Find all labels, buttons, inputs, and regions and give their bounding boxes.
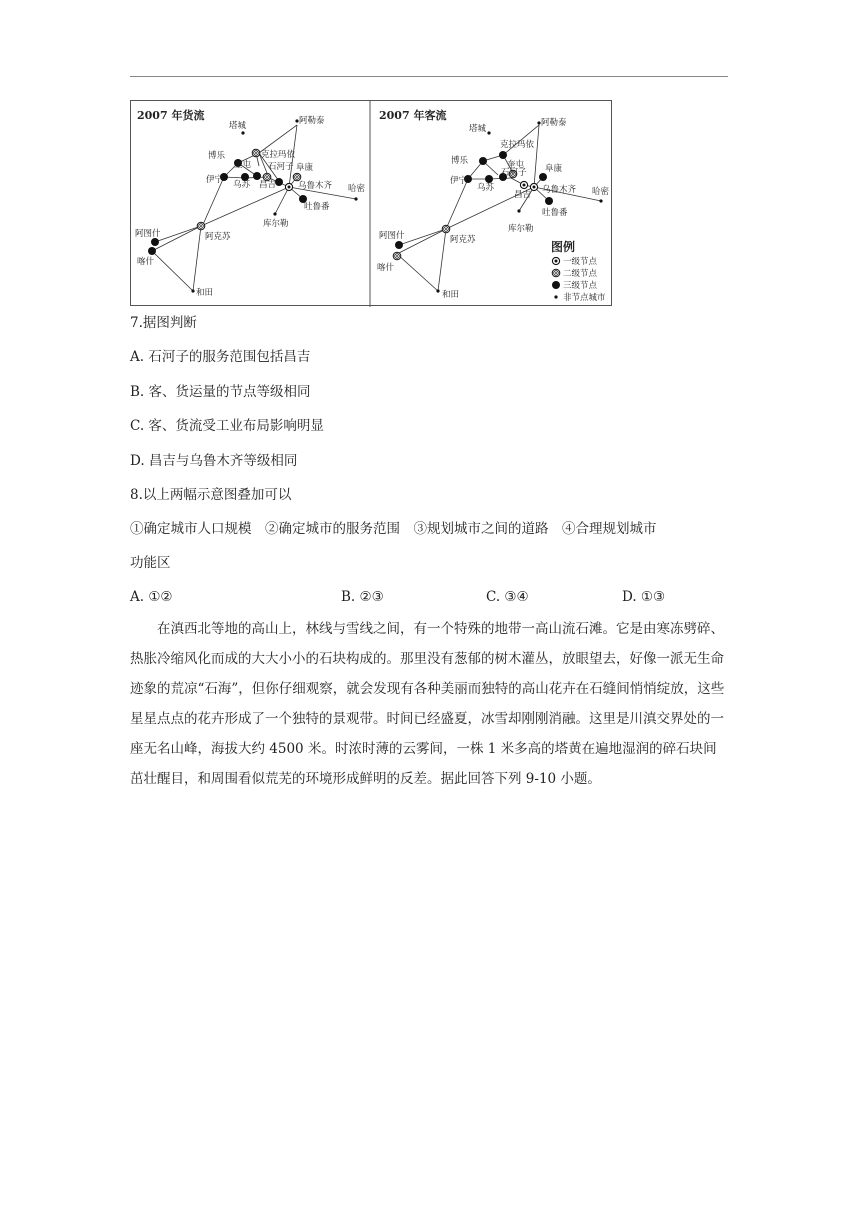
- q8-option-b: B. ②③: [341, 589, 384, 605]
- city-aletai-p: 阿勒泰: [541, 118, 567, 128]
- city-shihezi: 石河子: [268, 162, 294, 172]
- q8-option-d: D. ①③: [622, 589, 666, 605]
- city-wusu: 乌苏: [233, 180, 251, 190]
- city-akesu: 阿克苏: [205, 232, 231, 242]
- city-kelamayi-p: 克拉玛依: [500, 140, 535, 150]
- q7-option-c: C. 客、货流受工业布局影响明显: [130, 418, 324, 434]
- city-kashi-p: 喀什: [377, 263, 395, 273]
- network-maps: [131, 101, 613, 307]
- city-atushi-p: 阿图什: [379, 231, 405, 241]
- legend-item-level3: 三级节点: [563, 281, 598, 291]
- city-aletai: 阿勒泰: [299, 116, 325, 126]
- legend-title: 图例: [551, 240, 576, 254]
- city-atushi: 阿图什: [135, 229, 161, 239]
- city-tacheng: 塔城: [229, 121, 247, 131]
- city-hetian: 和田: [196, 288, 214, 298]
- q8-stem: 8.以上两幅示意图叠加可以: [130, 487, 292, 503]
- cargo-map-title: 2007 年货流: [137, 109, 205, 122]
- city-hetian-p: 和田: [442, 290, 460, 300]
- city-hami-p: 哈密: [592, 187, 610, 197]
- legend-item-level2: 二级节点: [563, 269, 598, 279]
- passenger-map: [377, 108, 610, 303]
- city-tulufan-p: 吐鲁番: [542, 208, 568, 218]
- q8-statements-line2: 功能区: [130, 555, 171, 571]
- legend-item-nonnode: 非节点城市: [563, 293, 606, 303]
- city-tacheng-p: 塔城: [469, 124, 487, 134]
- legend-item-level1: 一级节点: [563, 257, 598, 267]
- q8-option-a: A. ①②: [130, 589, 173, 605]
- city-kelamayi: 克拉玛依: [261, 150, 296, 160]
- passage-text: 在滇西北等地的高山上，林线与雪线之间，有一个特殊的地带一高山流石滩。它是由寒冻劈碎、热胀冷缩风化而成的大大小小的石块构成的。那里没有葱郁的树木灌丛，放眼望去，好像一派无生命迹象的荒凉“石海”，但你仔细观察，就会发现有各种美丽而独特的高山花卉在石缝间悄悄绽放，这些星星点点的花卉形成了一个独特的景观带。时间已经盛夏，冰雪却刚刚消融。这里是川滇交界处的一座无名山峰，海拔大约 4500 米。时浓时薄的云雾间，一株 1 米多高的塔黄在遍地湿润的碎石块间茁壮醒目，和周围看似荒芜的环境形成鲜明的反差。据此回答下列 9-10 小题。: [130, 621, 725, 787]
- q8-option-c: C. ③④: [486, 589, 529, 605]
- city-wulumuqi-p: 乌鲁木齐: [542, 185, 577, 195]
- city-bole: 博乐: [208, 151, 226, 161]
- q8-statements-line1: ①确定城市人口规模 ②确定城市的服务范围 ③规划城市之间的道路 ④合理规划城市: [130, 521, 657, 537]
- city-yining: 伊宁: [206, 175, 224, 185]
- city-changji: 昌吉: [259, 180, 277, 190]
- cargo-map: [135, 108, 366, 298]
- q7-option-b: B. 客、货运量的节点等级相同: [130, 384, 311, 400]
- q7-option-a: A. 石河子的服务范围包括昌吉: [130, 349, 311, 365]
- city-kuitun-p: 奎屯: [507, 160, 525, 170]
- city-akesu-p: 阿克苏: [450, 235, 476, 245]
- passenger-map-title: 2007 年客流: [379, 109, 447, 122]
- network-figure: [130, 100, 612, 306]
- city-fukang: 阜康: [296, 163, 314, 173]
- city-kuerle-p: 库尔勒: [508, 224, 534, 234]
- city-shihezi-p: 石河子: [501, 168, 527, 178]
- city-wulumuqi: 乌鲁木齐: [298, 181, 333, 191]
- city-tulufan: 吐鲁番: [304, 202, 330, 212]
- city-kuitun: 奎屯: [234, 160, 252, 170]
- city-kashi: 喀什: [137, 257, 155, 267]
- city-bole-p: 博乐: [451, 156, 469, 166]
- city-fukang-p: 阜康: [545, 164, 563, 174]
- city-yining-p: 伊宁: [450, 176, 468, 186]
- q7-option-d: D. 昌吉与乌鲁木齐等级相同: [130, 453, 298, 469]
- city-kuerle: 库尔勒: [263, 219, 289, 229]
- city-wusu-p: 乌苏: [477, 183, 495, 193]
- header-rule: [130, 76, 728, 77]
- map-legend: [551, 239, 606, 303]
- city-changji-p: 昌吉: [514, 190, 532, 200]
- city-hami: 哈密: [348, 184, 366, 194]
- q7-stem: 7.据图判断: [130, 315, 197, 331]
